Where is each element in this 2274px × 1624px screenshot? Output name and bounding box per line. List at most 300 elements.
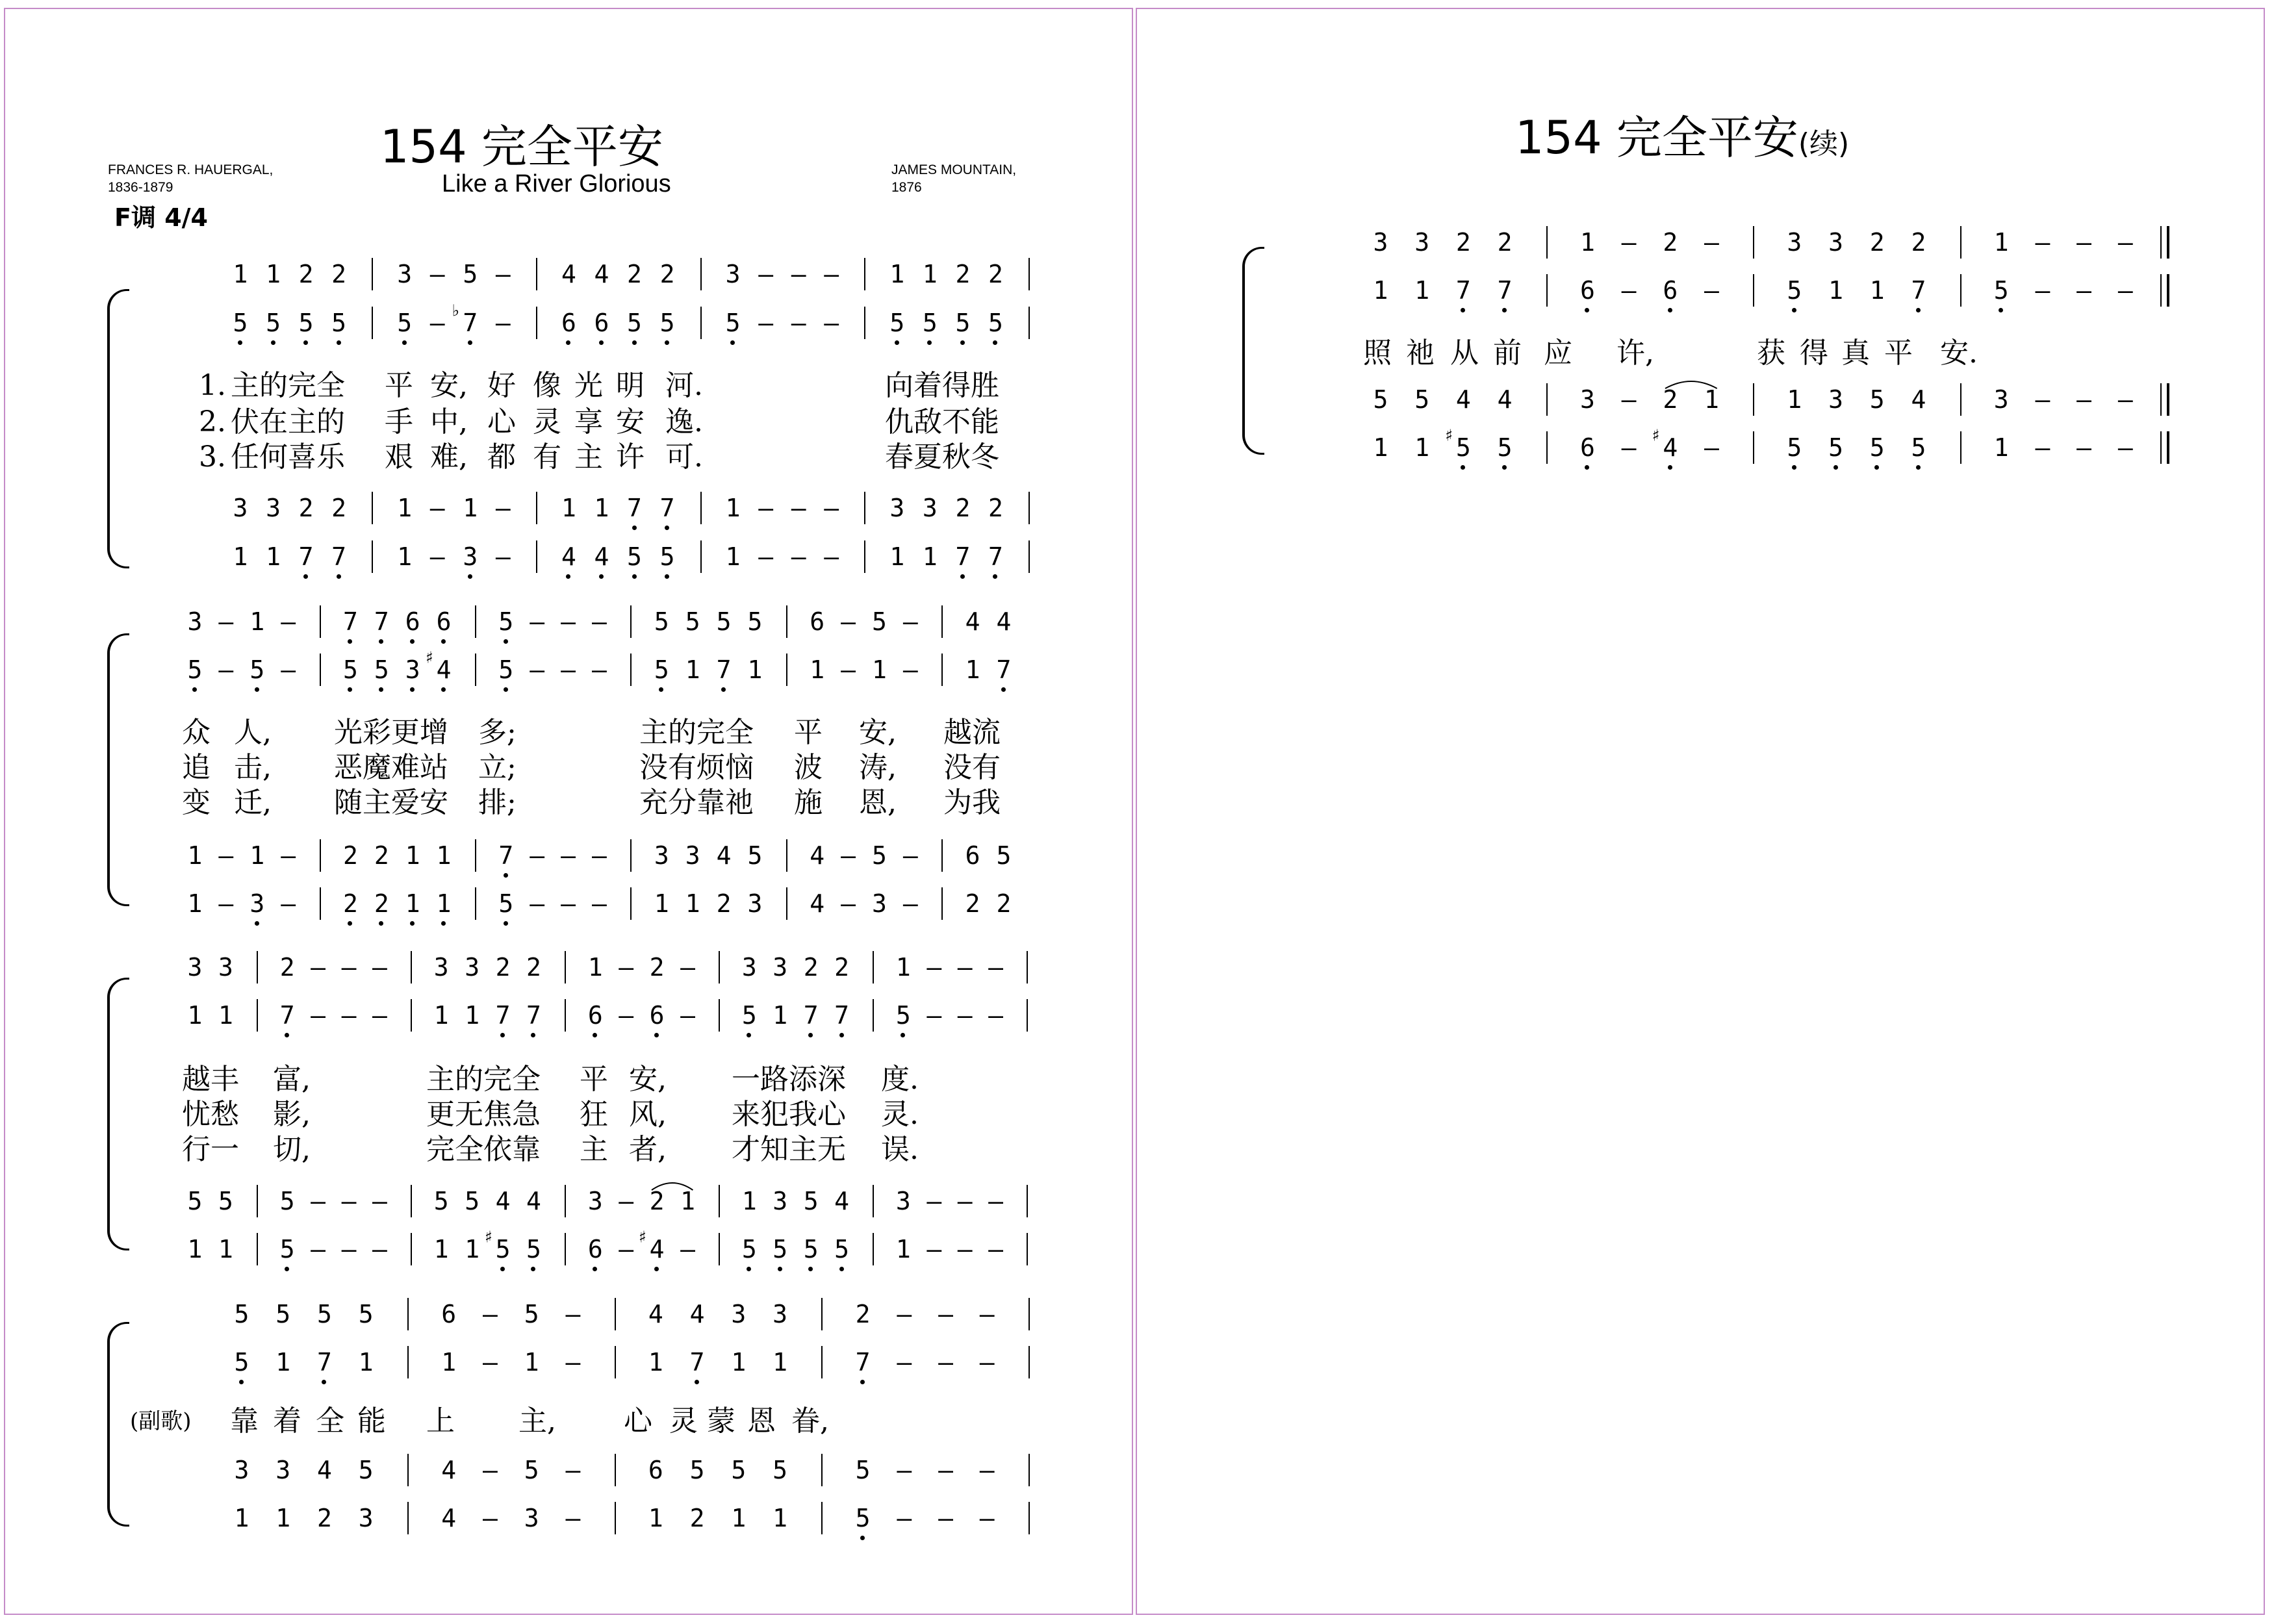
barline <box>1960 383 1961 416</box>
lyric-syllable: 任何喜乐 <box>231 440 345 474</box>
dash: — <box>565 1348 581 1377</box>
dash: — <box>938 1300 953 1328</box>
note: 5 <box>238 646 277 694</box>
note: 1 <box>187 1235 203 1263</box>
note: 1 <box>266 260 281 288</box>
note: 4 <box>549 533 588 581</box>
continuation-suffix: (续) <box>1798 127 1850 160</box>
note: 5 <box>524 1456 539 1484</box>
lyric-syllable: 祂 <box>1406 336 1435 370</box>
note: 5 <box>872 841 887 870</box>
octave-dot <box>665 574 669 579</box>
lyric-syllable: 着 <box>273 1404 301 1438</box>
note: 4 <box>996 607 1012 636</box>
lyric-syllable: 更无焦急 <box>426 1098 541 1131</box>
octave-dot <box>379 687 383 692</box>
lyric-syllable: 变 <box>182 786 211 819</box>
barline <box>630 653 632 686</box>
note: 3 <box>524 1504 539 1532</box>
note: 1 <box>773 1504 788 1532</box>
note: 5 <box>1858 424 1897 472</box>
sharp-sign: ♯ <box>637 1228 648 1247</box>
note: 5 <box>187 1187 203 1215</box>
dash: — <box>1621 228 1637 257</box>
dash: — <box>341 1235 357 1263</box>
note: 2 <box>996 889 1012 918</box>
barline <box>821 1346 823 1378</box>
note: 2 <box>374 841 389 870</box>
dash: — <box>495 542 511 571</box>
lyric-syllable: 为我 <box>943 786 1001 819</box>
note: 1 <box>397 542 413 571</box>
dash: — <box>938 1456 953 1484</box>
dash: — <box>372 1001 387 1030</box>
barline <box>941 653 943 686</box>
dash: — <box>592 607 607 636</box>
octave-dot <box>337 574 341 579</box>
lyric-syllable: 富, <box>273 1063 311 1096</box>
barline <box>1753 383 1754 416</box>
lyric-syllable: 主 <box>580 1133 608 1166</box>
sharp-sign: ♯ <box>1444 426 1455 446</box>
lyric-syllable: 1. <box>199 369 226 402</box>
lyric-line <box>0 1130 2274 1169</box>
lyric-syllable: 手 <box>385 405 413 438</box>
octave-dot <box>303 574 308 579</box>
note: 1 <box>233 542 248 571</box>
barline <box>372 492 373 524</box>
note: 4 <box>965 607 980 636</box>
dash: — <box>979 1300 995 1328</box>
note: 1 <box>234 1504 249 1532</box>
lyricist-name: FRANCES R. HAUERGAL, <box>108 162 274 177</box>
note: 5 <box>514 1225 553 1273</box>
lyric-syllable: 主的完全 <box>639 716 754 749</box>
lyric-syllable: 安. <box>1940 336 1978 370</box>
lyric-syllable: 影, <box>273 1098 311 1131</box>
octave-dot <box>441 639 446 644</box>
lyric-syllable: 灵 <box>533 405 561 438</box>
lyric-syllable: 靠 <box>230 1404 259 1438</box>
barline <box>1027 951 1028 983</box>
barline <box>320 887 321 920</box>
dash: — <box>988 1001 1004 1030</box>
barline <box>1028 540 1030 573</box>
lyric-syllable: 多; <box>478 716 517 749</box>
octave-dot <box>441 921 446 926</box>
note: 1 <box>465 1001 480 1030</box>
note: 1 <box>889 542 905 571</box>
barline <box>1028 492 1030 524</box>
note: 4 <box>317 1456 332 1484</box>
dash: — <box>619 1001 634 1030</box>
barline <box>719 1233 720 1265</box>
octave-dot <box>659 687 663 692</box>
note: 1 <box>187 889 203 918</box>
lyric-line <box>0 1095 2274 1134</box>
note: 3 <box>358 1504 374 1532</box>
final-barline-thin <box>2160 274 2162 307</box>
dash: — <box>311 1235 326 1263</box>
lyric-syllable: 度. <box>881 1063 919 1096</box>
note: 4 <box>594 260 609 288</box>
octave-dot <box>839 1033 844 1037</box>
note: 5 <box>642 646 681 694</box>
barline <box>719 1185 720 1217</box>
barline <box>873 1233 874 1265</box>
note: 2 <box>689 1504 705 1532</box>
dash: — <box>902 607 918 636</box>
lyric-syllable: 迁, <box>234 786 272 819</box>
note: 4 ♯ <box>637 1225 676 1273</box>
note: 5 <box>358 1456 374 1484</box>
dash: — <box>372 953 387 982</box>
dash: — <box>1704 433 1719 462</box>
note: 1 <box>266 542 281 571</box>
octave-dot <box>285 1033 289 1037</box>
barline <box>821 1502 823 1534</box>
lyric-syllable: 一路添深 <box>732 1063 846 1096</box>
barline <box>257 1185 258 1217</box>
composer-name: JAMES MOUNTAIN, <box>891 162 1017 177</box>
octave-dot <box>410 921 415 926</box>
note: 2 <box>298 494 314 522</box>
barline <box>630 839 632 872</box>
note: 3 <box>451 533 490 581</box>
octave-dot <box>632 526 637 530</box>
lyric-syllable: 向着得胜 <box>885 369 999 402</box>
lyric-syllable: 主的完全 <box>231 369 345 402</box>
octave-dot <box>379 639 383 644</box>
note: 3 <box>1828 385 1843 414</box>
note: 1 <box>275 1504 291 1532</box>
note: 5 <box>615 533 654 581</box>
dash: — <box>897 1300 912 1328</box>
barline <box>786 653 787 686</box>
note: 1 <box>895 1235 911 1263</box>
note: 2 <box>1455 228 1471 257</box>
lyric-syllable: 上 <box>426 1404 455 1438</box>
note: 1 <box>680 1187 695 1215</box>
octave-dot <box>1792 465 1796 470</box>
barline <box>1028 1502 1030 1534</box>
octave-dot <box>531 1033 535 1037</box>
lyric-syllable: 河. <box>665 369 703 402</box>
barline <box>719 951 720 983</box>
note: 2 <box>495 953 511 982</box>
note: 5 <box>872 607 887 636</box>
octave-dot <box>778 1267 782 1271</box>
note: 1 <box>741 1187 757 1215</box>
octave-dot <box>839 1267 844 1271</box>
barline <box>257 999 258 1032</box>
note: 5 <box>648 299 687 347</box>
notation-row <box>0 1446 2274 1494</box>
note: 1 <box>393 880 432 928</box>
sharp-sign: ♯ <box>1650 426 1661 446</box>
lyric-syllable: 主 <box>574 440 603 474</box>
lyric-syllable: 照 <box>1363 336 1392 370</box>
note: 2 <box>955 494 971 522</box>
note: 4 <box>689 1300 705 1328</box>
note: 2 <box>298 260 314 288</box>
dash: — <box>281 655 296 684</box>
dash: — <box>957 1235 973 1263</box>
note: 6 <box>1568 266 1607 314</box>
note: 7 <box>331 598 370 646</box>
barline <box>873 1185 874 1217</box>
octave-dot <box>1999 308 2003 312</box>
dash: — <box>897 1456 912 1484</box>
note: 1 <box>465 1235 480 1263</box>
notation-row <box>0 266 2274 314</box>
barline <box>407 1454 409 1486</box>
note: 6 <box>549 299 588 347</box>
dash: — <box>926 1001 942 1030</box>
dash: — <box>592 841 607 870</box>
note: 2 <box>649 953 665 982</box>
dash: — <box>2035 276 2050 305</box>
note: 1 <box>1869 276 1885 305</box>
dash: — <box>592 655 607 684</box>
note: 1 <box>685 889 700 918</box>
note: 4 <box>441 1456 457 1484</box>
note: 7 <box>615 484 654 532</box>
barline <box>407 1346 409 1378</box>
octave-dot <box>1916 465 1921 470</box>
note: 1 <box>725 542 741 571</box>
note: 7 <box>1444 266 1483 314</box>
octave-dot <box>1792 308 1796 312</box>
note: 5 <box>487 598 526 646</box>
note: 5 <box>747 841 763 870</box>
lyric-syllable: 从 <box>1450 336 1479 370</box>
note: 1 <box>405 841 420 870</box>
note: 4 <box>495 1187 511 1215</box>
dash: — <box>979 1456 995 1484</box>
octave-dot <box>322 1380 326 1384</box>
dash: — <box>372 1235 387 1263</box>
lyric-syllable: 安, <box>859 716 897 749</box>
dash: — <box>902 655 918 684</box>
key-signature: F调 4/4 <box>114 203 208 232</box>
note: 1 <box>810 655 825 684</box>
dash: — <box>1704 276 1719 305</box>
dash: — <box>311 953 326 982</box>
octave-dot <box>1502 465 1507 470</box>
note: 5 <box>1982 266 2021 314</box>
lyric-syllable: 平 <box>385 369 413 402</box>
lyric-syllable: 完全依靠 <box>426 1133 541 1166</box>
barline <box>565 1185 566 1217</box>
octave-dot <box>1585 465 1589 470</box>
continuation-title <box>1515 101 1849 167</box>
note: 1 <box>922 542 938 571</box>
note: 7 <box>268 991 307 1039</box>
note: 2 <box>803 953 819 982</box>
lyric-syllable: 众 <box>182 716 211 749</box>
lyric-line <box>0 334 2274 373</box>
octave-dot <box>599 574 604 579</box>
lyric-syllable: 恩 <box>747 1404 776 1438</box>
note: 5 <box>218 1187 233 1215</box>
octave-dot <box>1668 465 1672 470</box>
note: 5 ♯ <box>1444 424 1483 472</box>
lyric-syllable: 许 <box>616 440 645 474</box>
note: 1 <box>889 260 905 288</box>
note: 1 <box>358 1348 374 1377</box>
note: 2 <box>342 841 358 870</box>
note: 3 <box>895 1187 911 1215</box>
note: 3 <box>234 1456 249 1484</box>
notation-row <box>0 1290 2274 1338</box>
octave-dot <box>504 687 508 692</box>
dash: — <box>530 889 545 918</box>
note: 1 <box>187 1001 203 1030</box>
composer-credit <box>891 161 1016 196</box>
note: 7 <box>487 831 526 880</box>
barline <box>615 1502 616 1534</box>
note: 1 <box>424 880 463 928</box>
note: 1 <box>1828 276 1843 305</box>
note: 7 ♭ <box>451 299 490 347</box>
note: 1 <box>463 494 478 522</box>
octave-dot <box>993 574 997 579</box>
note: 1 <box>895 953 911 982</box>
lyricist-years: 1836-1879 <box>108 180 173 195</box>
note: 5 <box>791 1225 830 1273</box>
dash: — <box>926 1187 942 1215</box>
note: 2 <box>317 1504 332 1532</box>
note: 5 <box>465 1187 480 1215</box>
octave-dot <box>504 921 508 926</box>
lyric-syllable: 逸. <box>665 405 703 438</box>
barline <box>320 839 321 872</box>
lyric-syllable: 全 <box>316 1404 344 1438</box>
barline <box>1546 431 1548 464</box>
note: 1 <box>731 1504 747 1532</box>
lyric-syllable: 中, <box>430 405 468 438</box>
final-barline-thin <box>2160 383 2162 416</box>
note: 5 <box>689 1456 705 1484</box>
dash: — <box>592 889 607 918</box>
dash: — <box>565 1456 581 1484</box>
note: 1 <box>249 607 265 636</box>
octave-dot <box>747 1033 751 1037</box>
octave-dot <box>504 639 508 644</box>
dash: — <box>2117 228 2133 257</box>
note: 3 <box>1579 385 1595 414</box>
note: 3 <box>1828 228 1843 257</box>
dash: — <box>758 260 774 288</box>
dash: — <box>530 841 545 870</box>
dash: — <box>680 1235 695 1263</box>
lyric-syllable: 没有 <box>943 751 1001 784</box>
lyric-syllable: 波 <box>794 751 823 784</box>
lyric-syllable: 涛, <box>859 751 897 784</box>
octave-dot <box>255 921 259 926</box>
note: 5 <box>222 1338 261 1386</box>
note: 5 <box>716 607 732 636</box>
note: 5 <box>317 1300 332 1328</box>
dash: — <box>902 841 918 870</box>
dash: — <box>791 309 806 337</box>
notation-row <box>0 533 2274 581</box>
barline <box>1753 274 1754 307</box>
dash: — <box>957 1187 973 1215</box>
octave-dot <box>808 1033 813 1037</box>
dash: — <box>341 1187 357 1215</box>
note: 2 <box>988 260 1003 288</box>
lyric-syllable: 安, <box>430 369 468 402</box>
octave-dot <box>348 921 352 926</box>
note: 7 <box>791 991 830 1039</box>
lyric-syllable: 平 <box>1884 336 1913 370</box>
lyric-syllable: 可. <box>665 440 703 474</box>
note: 1 <box>441 1348 457 1377</box>
lyric-syllable: 有 <box>533 440 561 474</box>
note: 3 <box>218 953 233 982</box>
note: 6 <box>393 598 432 646</box>
dash: — <box>561 889 576 918</box>
note: 7 <box>305 1338 344 1386</box>
note: 5 <box>362 646 401 694</box>
note: 3 <box>889 494 905 522</box>
note: 4 ♯ <box>1651 424 1690 472</box>
dash: — <box>530 607 545 636</box>
lyric-syllable: 行一 <box>182 1133 239 1166</box>
note: 3 <box>397 260 413 288</box>
note: 2 <box>331 880 370 928</box>
octave-dot <box>695 1380 699 1384</box>
note: 1 <box>1414 433 1430 462</box>
note: 3 <box>1414 228 1430 257</box>
note: 1 <box>648 1348 663 1377</box>
dash: — <box>565 1300 581 1328</box>
barline <box>565 1233 566 1265</box>
lyric-syllable: 来犯我心 <box>732 1098 846 1131</box>
final-barline <box>2167 226 2169 259</box>
note: 7 <box>648 484 687 532</box>
notation-row <box>0 375 2274 424</box>
barline <box>320 653 321 686</box>
barline <box>941 839 943 872</box>
barline <box>1960 431 1961 464</box>
note: 5 <box>996 841 1012 870</box>
note: 1 <box>725 494 741 522</box>
lyric-syllable: 充分靠祂 <box>639 786 754 819</box>
barline <box>1960 226 1961 259</box>
barline <box>320 605 321 638</box>
octave-dot <box>500 1267 505 1271</box>
barline <box>615 1454 616 1486</box>
note: 1 <box>872 655 887 684</box>
note: 7 <box>1899 266 1938 314</box>
octave-dot <box>239 1380 244 1384</box>
note: 4 <box>810 889 825 918</box>
barline <box>411 999 412 1032</box>
lyric-syllable: 享 <box>574 405 603 438</box>
lyric-syllable: 才知主无 <box>732 1133 846 1166</box>
note: 5 <box>648 533 687 581</box>
dash: — <box>530 655 545 684</box>
note: 5 <box>773 1456 788 1484</box>
note: 2 <box>965 889 980 918</box>
dash: — <box>218 889 234 918</box>
lyric-syllable: 2. <box>199 405 226 438</box>
octave-dot <box>504 873 508 878</box>
dash: — <box>902 889 918 918</box>
